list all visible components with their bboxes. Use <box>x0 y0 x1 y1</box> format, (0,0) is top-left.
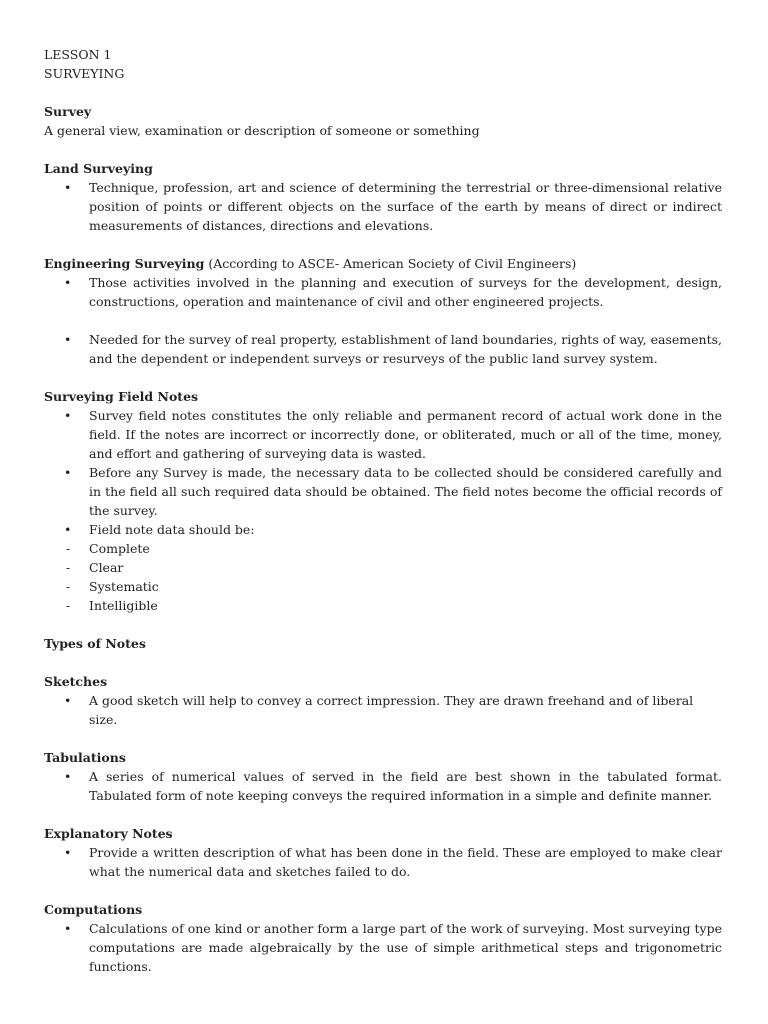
bullet-marker: • <box>64 465 72 480</box>
bullet-marker: • <box>64 408 72 423</box>
bullet-marker: • <box>64 921 72 936</box>
engineering-surveying-heading <box>44 254 722 273</box>
list-item: • Needed for the survey of real property, establishment of land boundaries, rights of way, easements, and the dependent or independent surveys or resurveys of the public land survey system. <box>64 332 722 366</box>
list-item: • Those activities involved in the planning and execution of surveys for the development, design, constructions, operation and maintenance of civil and other engineered projects. <box>64 275 722 309</box>
engineering-surveying-source: (According to ASCE- American Society of Civil Engineers) <box>204 256 577 271</box>
land-surveying-list <box>44 178 722 235</box>
list-item: • A series of numerical values of served in the field are best shown in the tabulated format. Tabulated form of note keeping conveys the required information in a simple and definite manner. <box>64 769 722 803</box>
dash-marker: - <box>66 598 71 613</box>
lesson-title: SURVEYING <box>44 66 125 81</box>
tabulations-list <box>44 767 722 805</box>
bullet-marker: • <box>64 332 72 347</box>
list-item: • A good sketch will help to convey a correct impression. They are drawn freehand and of liberal size. <box>64 693 694 727</box>
list-item: • Technique, profession, art and science of determining the terrestrial or three-dimensional relative position of points or different objects on the surface of the earth by means of direct or indirect measurements of distances, directions and elevations. <box>64 180 722 233</box>
quality-item: - Complete <box>66 541 150 556</box>
list-item: • Calculations of one kind or another form a large part of the work of surveying. Most surveying type computations are made algebraically by the use of simple arithmetical steps and trigonometric functions. <box>64 921 722 974</box>
explanatory-notes-list <box>44 843 722 881</box>
dash-marker: - <box>66 579 71 594</box>
quality-item: - Intelligible <box>66 598 158 613</box>
bullet-marker: • <box>64 180 72 195</box>
engineering-surveying-list-2 <box>44 330 722 368</box>
computations-heading: Computations <box>44 902 143 917</box>
survey-heading: Survey <box>44 104 92 119</box>
types-of-notes-heading: Types of Notes <box>44 636 146 651</box>
sketches-list <box>44 691 722 729</box>
dash-marker: - <box>66 541 71 556</box>
explanatory-notes-heading: Explanatory Notes <box>44 826 173 841</box>
land-surveying-heading: Land Surveying <box>44 161 153 176</box>
list-item: • Field note data should be: <box>64 522 255 537</box>
survey-definition: A general view, examination or description of someone or something <box>44 123 480 138</box>
field-notes-list <box>44 406 722 539</box>
dash-marker: - <box>66 560 71 575</box>
list-item: • Provide a written description of what has been done in the field. These are employed to make clear what the numerical data and sketches failed to do. <box>64 845 722 879</box>
bullet-marker: • <box>64 769 72 784</box>
engineering-surveying-title: Engineering Surveying <box>44 256 205 271</box>
list-item: • Before any Survey is made, the necessary data to be collected should be considered carefully and in the field all such required data should be obtained. The field notes become the official records of the survey. <box>64 465 722 518</box>
quality-item: - Systematic <box>66 579 159 594</box>
list-item: • Survey field notes constitutes the only reliable and permanent record of actual work done in the field. If the notes are incorrect or incorrectly done, or obliterated, much or all of the time, money, and effort and gathering of surveying data is wasted. <box>64 408 722 461</box>
field-notes-heading: Surveying Field Notes <box>44 389 199 404</box>
tabulations-heading: Tabulations <box>44 750 126 765</box>
quality-item: - Clear <box>66 560 124 575</box>
bullet-marker: • <box>64 275 72 290</box>
lesson-number: LESSON 1 <box>44 47 112 62</box>
sketches-heading: Sketches <box>44 674 108 689</box>
bullet-marker: • <box>64 845 72 860</box>
bullet-marker: • <box>64 522 72 537</box>
engineering-surveying-list <box>44 273 722 311</box>
bullet-marker: • <box>64 693 72 708</box>
computations-list <box>44 919 722 976</box>
